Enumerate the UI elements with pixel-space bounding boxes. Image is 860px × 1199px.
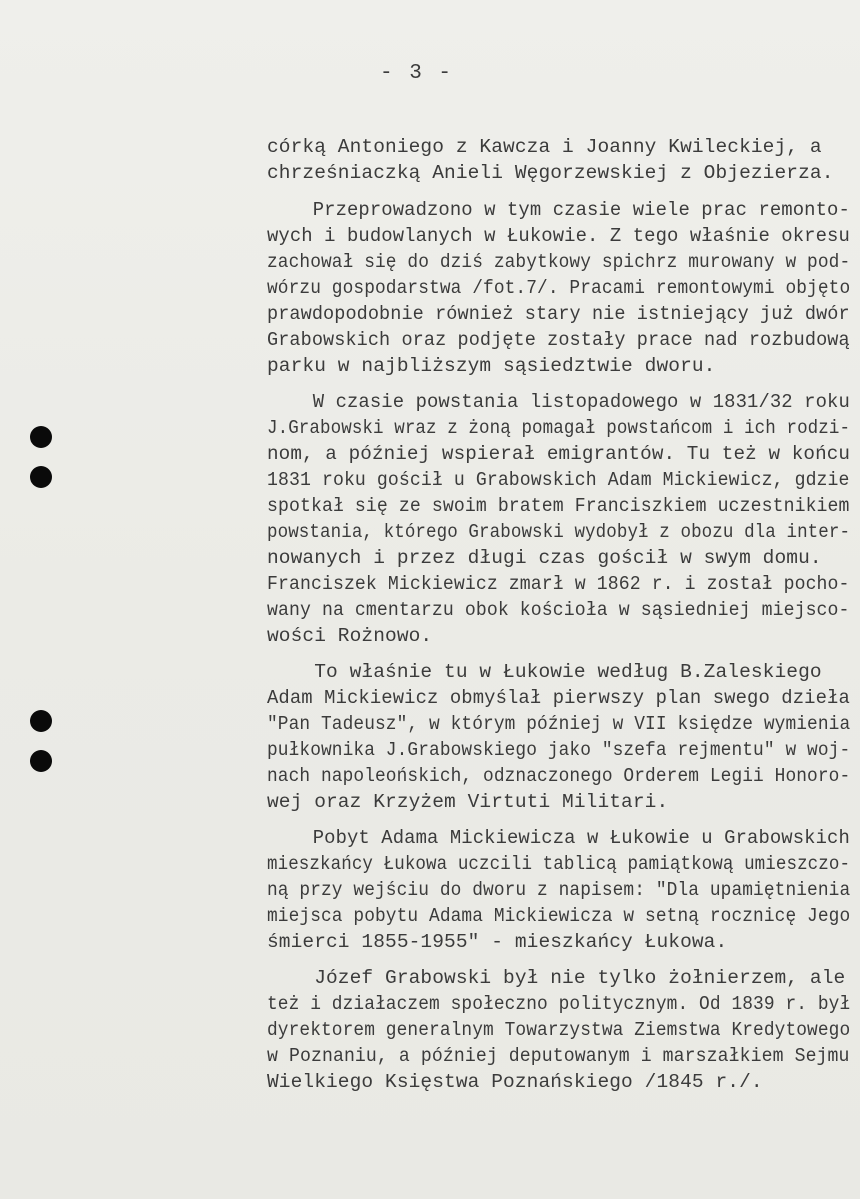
text-line: mieszkańcy Łukowa uczcili tablicą pamiątkową umieszczo- bbox=[267, 853, 851, 875]
text-line: wórzu gospodarstwa /fot.7/. Pracami remontowymi objęto bbox=[267, 277, 851, 299]
text-line: parku w najbliższym sąsiedztwie dworu. bbox=[267, 355, 716, 377]
text-line: powstania, którego Grabowski wydobył z obozu dla inter- bbox=[267, 521, 851, 543]
text-line: J.Grabowski wraz z żoną pomagał powstańcom i ich rodzi- bbox=[267, 417, 851, 439]
text-line: Józef Grabowski był nie tylko żołnierzem, ale bbox=[267, 967, 846, 989]
punch-hole bbox=[30, 750, 52, 772]
text-line: W czasie powstania listopadowego w 1831/32 roku bbox=[267, 391, 850, 413]
text-line: chrześniaczką Anieli Węgorzewskiej z Objezierza. bbox=[267, 162, 834, 184]
text-line: spotkał się ze swoim bratem Franciszkiem uczestnikiem bbox=[267, 495, 850, 517]
text-line: Grabowskich oraz podjęte zostały prace nad rozbudową bbox=[267, 329, 850, 351]
text-line: "Pan Tadeusz", w którym później w VII księdze wymienia bbox=[267, 713, 851, 735]
text-line: zachował się do dziś zabytkowy spichrz murowany w pod- bbox=[267, 251, 851, 273]
text-line: To właśnie tu w Łukowie według B.Zaleskiego bbox=[267, 661, 822, 683]
text-line: Wielkiego Księstwa Poznańskiego /1845 r./. bbox=[267, 1071, 763, 1093]
text-line: Adam Mickiewicz obmyślał pierwszy plan swego dzieła bbox=[267, 687, 850, 709]
text-line: pułkownika J.Grabowskiego jako "szefa rejmentu" w woj- bbox=[267, 739, 851, 761]
punch-hole bbox=[30, 426, 52, 448]
text-line: córką Antoniego z Kawcza i Joanny Kwileckiej, a bbox=[267, 136, 822, 158]
text-line: wych i budowlanych w Łukowie. Z tego właśnie okresu bbox=[267, 225, 850, 247]
page-number: - 3 - bbox=[380, 62, 454, 85]
text-line: śmierci 1855-1955" - mieszkańcy Łukowa. bbox=[267, 931, 728, 953]
punch-hole bbox=[30, 710, 52, 732]
text-line: wości Rożnowo. bbox=[267, 625, 433, 647]
text-line: ną przy wejściu do dworu z napisem: "Dla upamiętnienia bbox=[267, 879, 851, 901]
text-line: też i działaczem społeczno politycznym. Od 1839 r. był bbox=[267, 993, 851, 1015]
text-line: Przeprowadzono w tym czasie wiele prac remonto- bbox=[267, 199, 850, 221]
text-line: 1831 roku gościł u Grabowskich Adam Mickiewicz, gdzie bbox=[267, 469, 850, 491]
text-line: Franciszek Mickiewicz zmarł w 1862 r. i został pocho- bbox=[267, 573, 850, 595]
text-line: Pobyt Adama Mickiewicza w Łukowie u Grabowskich bbox=[267, 827, 850, 849]
text-line: wej oraz Krzyżem Virtuti Militari. bbox=[267, 791, 669, 813]
text-line: nach napoleońskich, odznaczonego Orderem Legii Honoro- bbox=[267, 765, 851, 787]
punch-hole bbox=[30, 466, 52, 488]
text-line: dyrektorem generalnym Towarzystwa Ziemstwa Kredytowego bbox=[267, 1019, 851, 1041]
text-line: w Poznaniu, a później deputowanym i marszałkiem Sejmu bbox=[267, 1045, 850, 1067]
text-line: prawdopodobnie również stary nie istniejący już dwór bbox=[267, 303, 850, 325]
text-line: nom, a później wspierał emigrantów. Tu też w końcu bbox=[267, 443, 851, 465]
text-line: wany na cmentarzu obok kościoła w sąsiedniej miejsco- bbox=[267, 599, 850, 621]
text-line: nowanych i przez długi czas gościł w swym domu. bbox=[267, 547, 822, 569]
text-line: miejsca pobytu Adama Mickiewicza w setną rocznicę Jego bbox=[267, 905, 851, 927]
